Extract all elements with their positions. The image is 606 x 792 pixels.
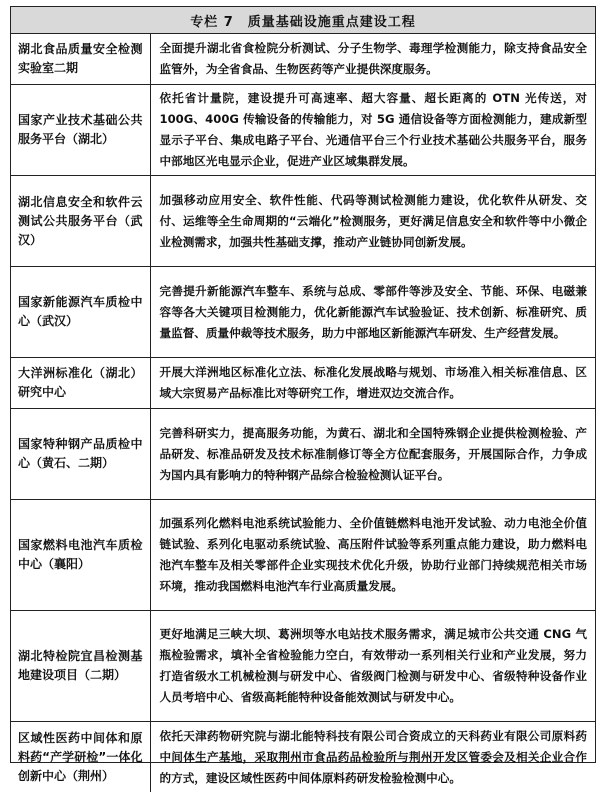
project-name: 国家燃料电池汽车质检中心（襄阳） <box>11 500 150 611</box>
table-row <box>11 267 595 358</box>
project-description: 更好地满足三峡大坝、葛洲坝等水电站技术服务需求，满足城市公共交通 CNG 气瓶检验需求，填补全省检验能力空白，有效带动一系列相关行业和产业发展，努力打造省级水工机械检测与研发中心、省级阀门检测与研发中心、省级特种设备作业人员考培中心、省级高耗能特种设备能效测试与研发中心。 <box>150 611 595 722</box>
table-frame <box>10 6 596 763</box>
project-description: 开展大洋洲地区标准化立法、标准化发展战略与规划、市场准入相关标准信息、区域大宗贸易产品标准比对等研究工作，增进双边交流合作。 <box>150 358 595 409</box>
project-name: 区域性医药中间体和原料药“产学研检”一体化创新中心（荆州） <box>11 722 150 792</box>
project-description: 全面提升湖北省食检院分析测试、分子生物学、毒理学检测能力，除支持食品安全监管外，为全省食品、生物医药等产业提供深度服务。 <box>150 34 595 85</box>
key-projects-table <box>11 7 595 792</box>
table-row <box>11 358 595 409</box>
table-row <box>11 85 595 176</box>
project-name: 国家新能源汽车质检中心（武汉） <box>11 267 150 358</box>
table-row <box>11 34 595 85</box>
project-description: 依托天津药物研究院与湖北能特科技有限公司合资成立的天科药业有限公司原料药中间体生产基地，采取荆州市食品药品检验所与荆州开发区管委会及相关企业合作的方式，建设区域性医药中间体原料药研发检验检测中心。 <box>150 722 595 792</box>
project-name: 大洋洲标准化（湖北）研究中心 <box>11 358 150 409</box>
project-name: 湖北特检院宜昌检测基地建设项目（二期） <box>11 611 150 722</box>
project-description: 完善提升新能源汽车整车、系统与总成、零部件等涉及安全、节能、环保、电磁兼容等各大关键项目检测能力，优化新能源汽车试验验证、技术创新、标准研究、质量监督、质量仲裁等技术服务，助力中部地区新能源汽车研发、生产经营发展。 <box>150 267 595 358</box>
project-description: 加强系列化燃料电池系统试验能力、全价值链燃料电池开发试验、动力电池全价值链试验、系列化电驱动系统试验、高压附件试验等系列重点能力建设，助力燃料电池汽车整车及相关零部件企业实现技术优化升级，协助行业部门持续规范相关市场环境，推动我国燃料电池汽车行业高质量发展。 <box>150 500 595 611</box>
project-description: 依托省计量院，建设提升可高速率、超大容量、超长距离的 OTN 光传送，对 100G、400G 传输设备的传输能力，对 5G 通信设备等方面检测能力，建成新型显示子平台、集成电路子平台、光通信平台三个行业技术基础公共服务平台，服务中部地区光电显示企业，促进产业区域集群发展。 <box>150 85 595 176</box>
project-description: 加强移动应用安全、软件性能、代码等测试检测能力建设，优化软件从研发、交付、运维等全生命周期的“云端化”检测服务，更好满足信息安全和软件等中小微企业检测需求，加强共性基础支撑，推动产业链协同创新发展。 <box>150 176 595 267</box>
project-name: 国家产业技术基础公共服务平台（湖北） <box>11 85 150 176</box>
table-row <box>11 500 595 611</box>
project-description: 完善科研实力，提高服务功能，为黄石、湖北和全国特殊钢企业提供检测检验、产品研发、标准品研发及技术标准制修订等全方位配套服务，开展国际合作，力争成为国内具有影响力的特种钢产品综合检验检测认证平台。 <box>150 409 595 500</box>
table-row <box>11 611 595 722</box>
project-name: 国家特种钢产品质检中心（黄石、二期） <box>11 409 150 500</box>
table-row <box>11 176 595 267</box>
table-title: 专栏 7 质量基础设施重点建设工程 <box>11 7 595 34</box>
table-row <box>11 722 595 792</box>
project-name: 湖北信息安全和软件云测试公共服务平台（武汉） <box>11 176 150 267</box>
project-name: 湖北食品质量安全检测实验室二期 <box>11 34 150 85</box>
table-row <box>11 409 595 500</box>
